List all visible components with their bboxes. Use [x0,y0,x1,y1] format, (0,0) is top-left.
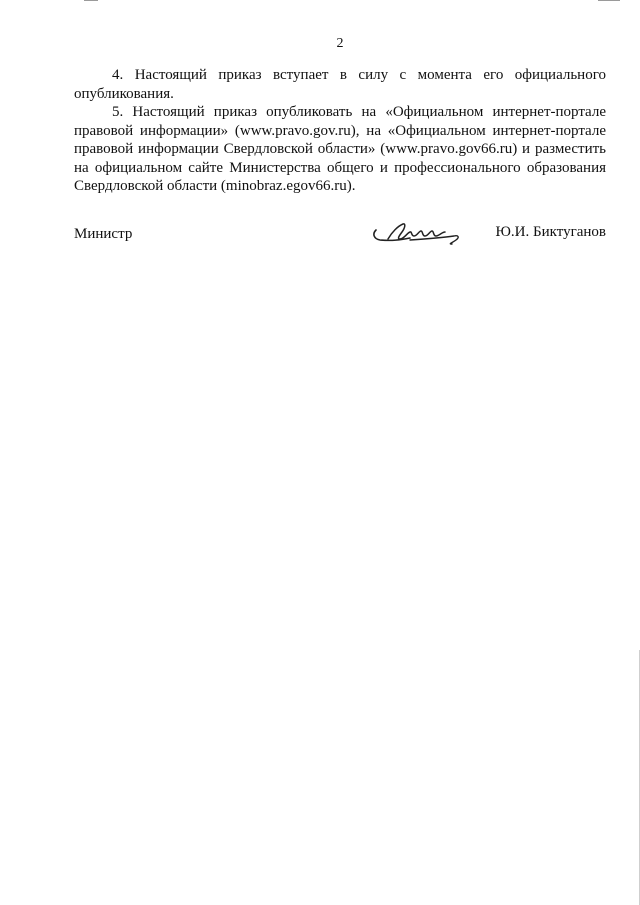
page-number: 2 [336,36,344,51]
signatory-name: Ю.И. Биктуганов [495,224,606,240]
paragraph-clause-4: 4. Настоящий приказ вступает в силу с момента его официального опубликования. [74,67,606,102]
paragraph-clause-5: 5. Настоящий приказ опубликовать на «Официальном интернет-портале правовой информации» (www.pravo.gov.ru), на «Официальном интернет-портале правовой информации Свердловской области» (www.pravo.gov66.ru) и разместить на официальном сайте Министерства общего и профессионального образования Свердловской области (minobraz.egov66.ru). [74,104,606,194]
handwritten-signature-icon [370,220,466,248]
order-body [74,66,606,196]
signatory-role: Министр [74,226,133,242]
scan-edge-mark-left [84,0,98,1]
scan-edge-mark-right [598,0,620,1]
signature-block [74,224,606,254]
